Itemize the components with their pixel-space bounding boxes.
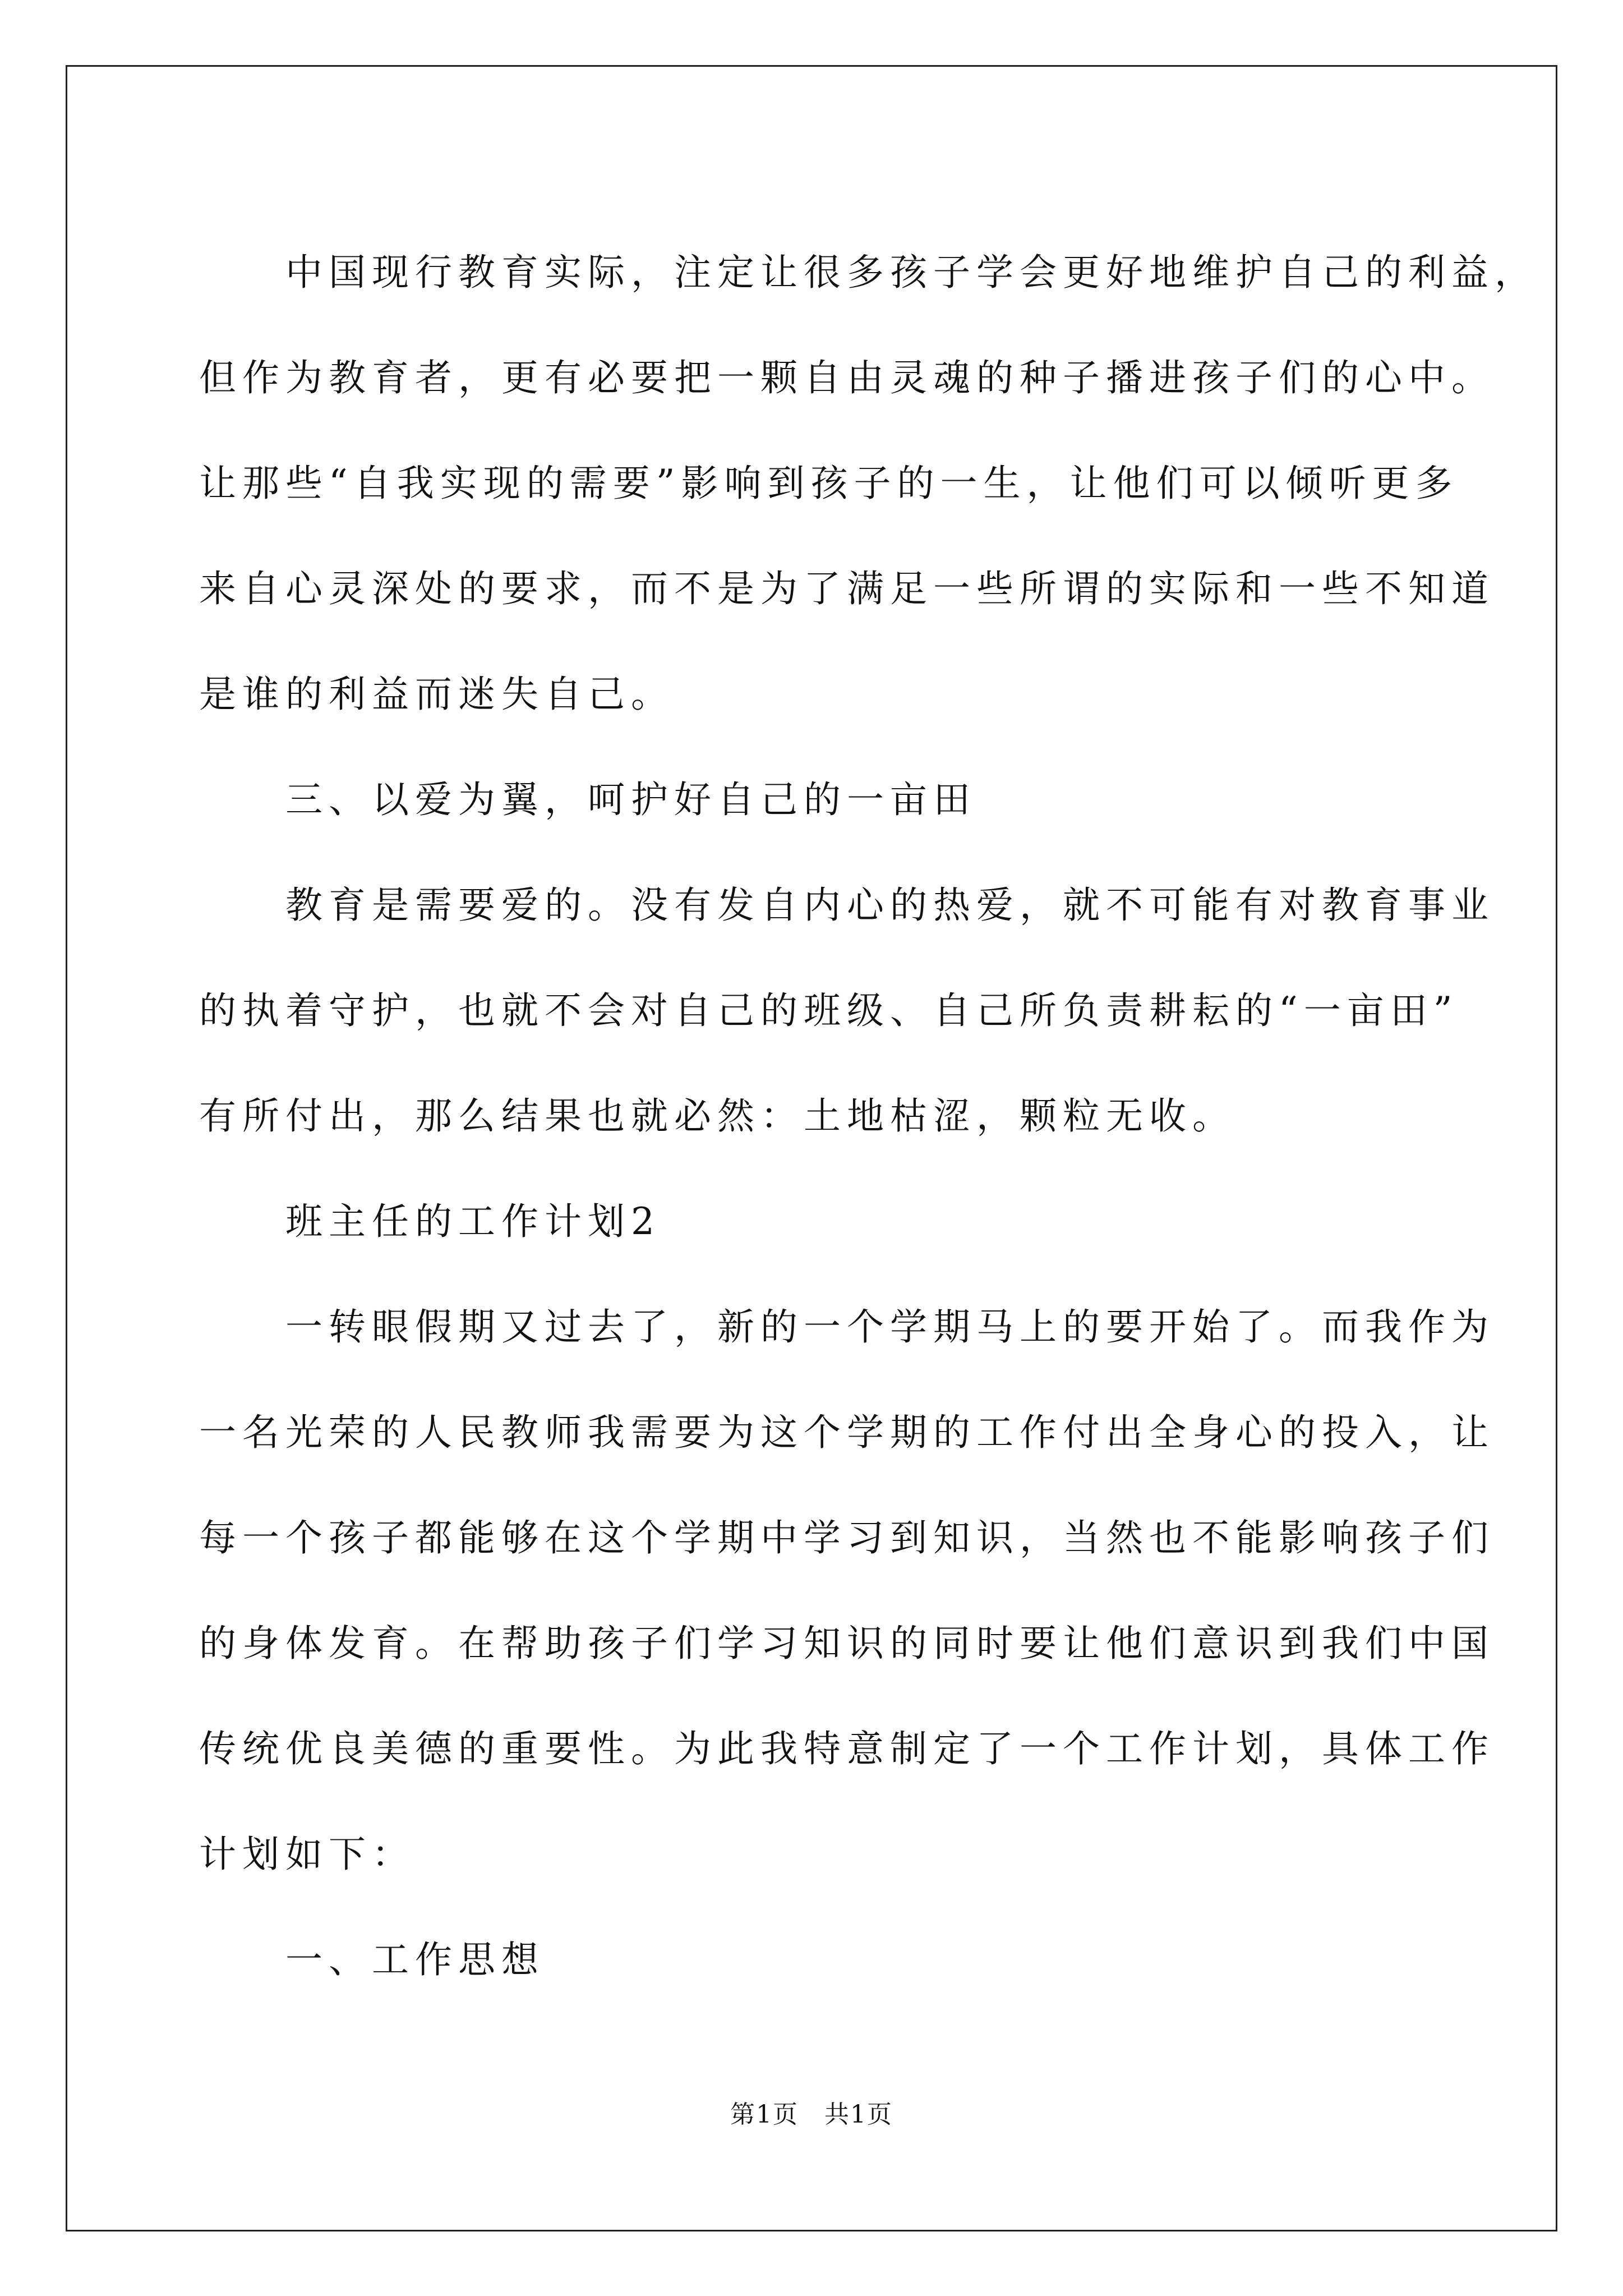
paragraph-line: 有所付出，那么结果也就必然：土地枯涩，颗粒无收。 <box>199 1094 1235 1138</box>
section-heading: 一、工作思想 <box>199 1938 545 1981</box>
paragraph-line: 计划如下： <box>199 1833 415 1876</box>
paragraph-line: 的执着守护，也就不会对自己的班级、自己所负责耕耘的“一亩田” <box>199 989 1459 1032</box>
paragraph-line: 的身体发育。在帮助孩子们学习知识的同时要让他们意识到我们中国 <box>199 1622 1495 1665</box>
document-body <box>199 220 1538 2013</box>
paragraph-line: 中国现行教育实际，注定让很多孩子学会更好地维护自己的利益， <box>199 251 1538 294</box>
paragraph-line: 让那些“自我实现的需要”影响到孩子的一生，让他们可以倾听更多 <box>199 462 1459 505</box>
paragraph-line: 每一个孩子都能够在这个学期中学习到知识，当然也不能影响孩子们 <box>199 1516 1495 1559</box>
paragraph-line: 一转眼假期又过去了，新的一个学期马上的要开始了。而我作为 <box>199 1305 1495 1349</box>
section-heading: 三、以爱为翼，呵护好自己的一亩田 <box>199 778 976 821</box>
page-footer: 第1页 共1页 <box>730 2100 893 2129</box>
paragraph-line: 但作为教育者，更有必要把一颗自由灵魂的种子播进孩子们的心中。 <box>199 356 1495 399</box>
paragraph-line: 传统优良美德的重要性。为此我特意制定了一个工作计划，具体工作 <box>199 1727 1495 1770</box>
paragraph-line: 是谁的利益而迷失自己。 <box>199 673 674 716</box>
paragraph-line: 教育是需要爱的。没有发自内心的热爱，就不可能有对教育事业 <box>199 884 1495 927</box>
paragraph-line: 来自心灵深处的要求，而不是为了满足一些所谓的实际和一些不知道 <box>199 567 1495 610</box>
paragraph-line: 一名光荣的人民教师我需要为这个学期的工作付出全身心的投入，让 <box>199 1411 1495 1454</box>
document-title: 班主任的工作计划2 <box>199 1200 661 1243</box>
